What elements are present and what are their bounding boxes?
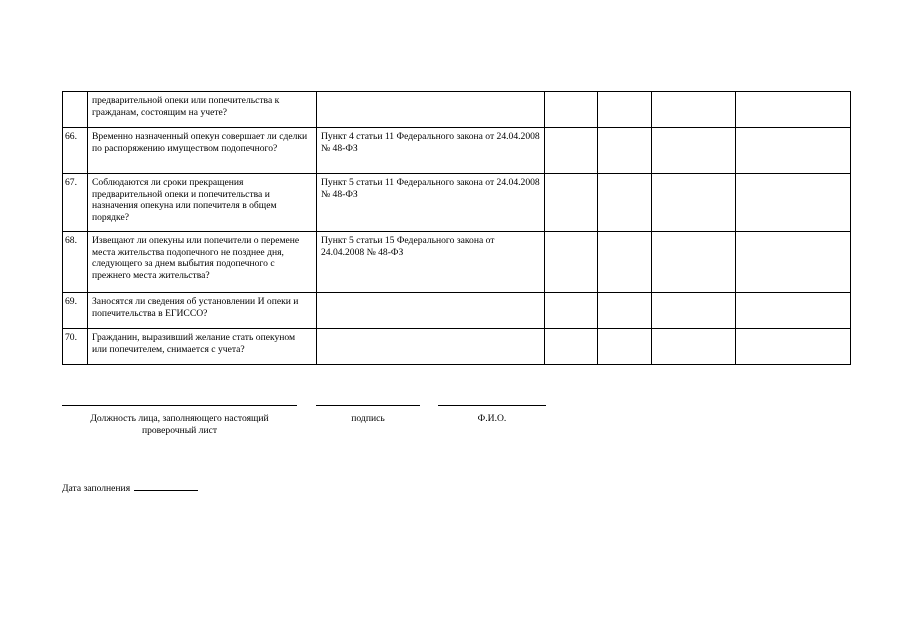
fill-date-label: Дата заполнения (62, 483, 131, 494)
note-cell[interactable] (736, 329, 851, 365)
signature-line[interactable] (316, 405, 420, 406)
answer-cell-yes[interactable] (545, 174, 598, 232)
answer-cell-yes[interactable] (545, 92, 598, 128)
name-line[interactable] (438, 405, 546, 406)
table-row (63, 128, 851, 174)
table-row (63, 293, 851, 329)
row-number: 67. (63, 174, 88, 232)
answer-cell-yes[interactable] (545, 232, 598, 293)
name-label: Ф.И.О. (477, 413, 507, 424)
checklist-sheet (62, 91, 850, 365)
law-reference-cell: Пункт 5 статьи 15 Федерального закона от 24.04.2008 № 48-ФЗ (317, 232, 545, 293)
note-cell[interactable] (736, 174, 851, 232)
note-cell[interactable] (736, 293, 851, 329)
question-cell: Соблюдаются ли сроки прекращения предварительной опеки и попечительства и назначения опекуна или попечителя в общем порядке? (88, 174, 317, 232)
signature-label: подпись (351, 413, 385, 424)
position-signature-line[interactable] (62, 405, 297, 406)
answer-cell-yes[interactable] (545, 293, 598, 329)
answer-cell-not-applicable[interactable] (652, 293, 736, 329)
position-label: Должность лица, заполняющего настоящий проверочный лист (90, 413, 269, 436)
answer-cell-no[interactable] (598, 128, 652, 174)
answer-cell-not-applicable[interactable] (652, 232, 736, 293)
table-row (63, 232, 851, 293)
question-cell: Гражданин, выразивший желание стать опекуном или попечителем, снимается с учета? (88, 329, 317, 365)
answer-cell-yes[interactable] (545, 329, 598, 365)
answer-cell-no[interactable] (598, 174, 652, 232)
answer-cell-not-applicable[interactable] (652, 128, 736, 174)
answer-cell-not-applicable[interactable] (652, 329, 736, 365)
fill-date-blank[interactable] (134, 481, 198, 491)
answer-cell-no[interactable] (598, 92, 652, 128)
law-reference-cell (317, 329, 545, 365)
row-number: 68. (63, 232, 88, 293)
law-reference-cell (317, 293, 545, 329)
answer-cell-no[interactable] (598, 293, 652, 329)
table-row (63, 92, 851, 128)
table-row (63, 174, 851, 232)
answer-cell-yes[interactable] (545, 128, 598, 174)
question-cell: предварительной опеки или попечительства к гражданам, состоящим на учете? (88, 92, 317, 128)
fill-date (62, 481, 198, 495)
answer-cell-not-applicable[interactable] (652, 92, 736, 128)
note-cell[interactable] (736, 128, 851, 174)
law-reference-cell: Пункт 5 статьи 11 Федерального закона от 24.04.2008 № 48-ФЗ (317, 174, 545, 232)
law-reference-cell (317, 92, 545, 128)
row-number: 70. (63, 329, 88, 365)
table-row (63, 329, 851, 365)
law-reference-cell: Пункт 4 статьи 11 Федерального закона от 24.04.2008 № 48-ФЗ (317, 128, 545, 174)
note-cell[interactable] (736, 232, 851, 293)
question-cell: Временно назначенный опекун совершает ли сделки по распоряжению имуществом подопечного? (88, 128, 317, 174)
question-cell: Заносятся ли сведения об установлении И опеки и попечительства в ЕГИССО? (88, 293, 317, 329)
row-number: 69. (63, 293, 88, 329)
answer-cell-not-applicable[interactable] (652, 174, 736, 232)
answer-cell-no[interactable] (598, 329, 652, 365)
question-cell: Извещают ли опекуны или попечители о перемене места жительства подопечного не позднее дня, следующего за днем выбытия подопечного с прежнего места жительства? (88, 232, 317, 293)
answer-cell-no[interactable] (598, 232, 652, 293)
row-number: 66. (63, 128, 88, 174)
note-cell[interactable] (736, 92, 851, 128)
checklist-table (62, 91, 851, 365)
row-number (63, 92, 88, 128)
